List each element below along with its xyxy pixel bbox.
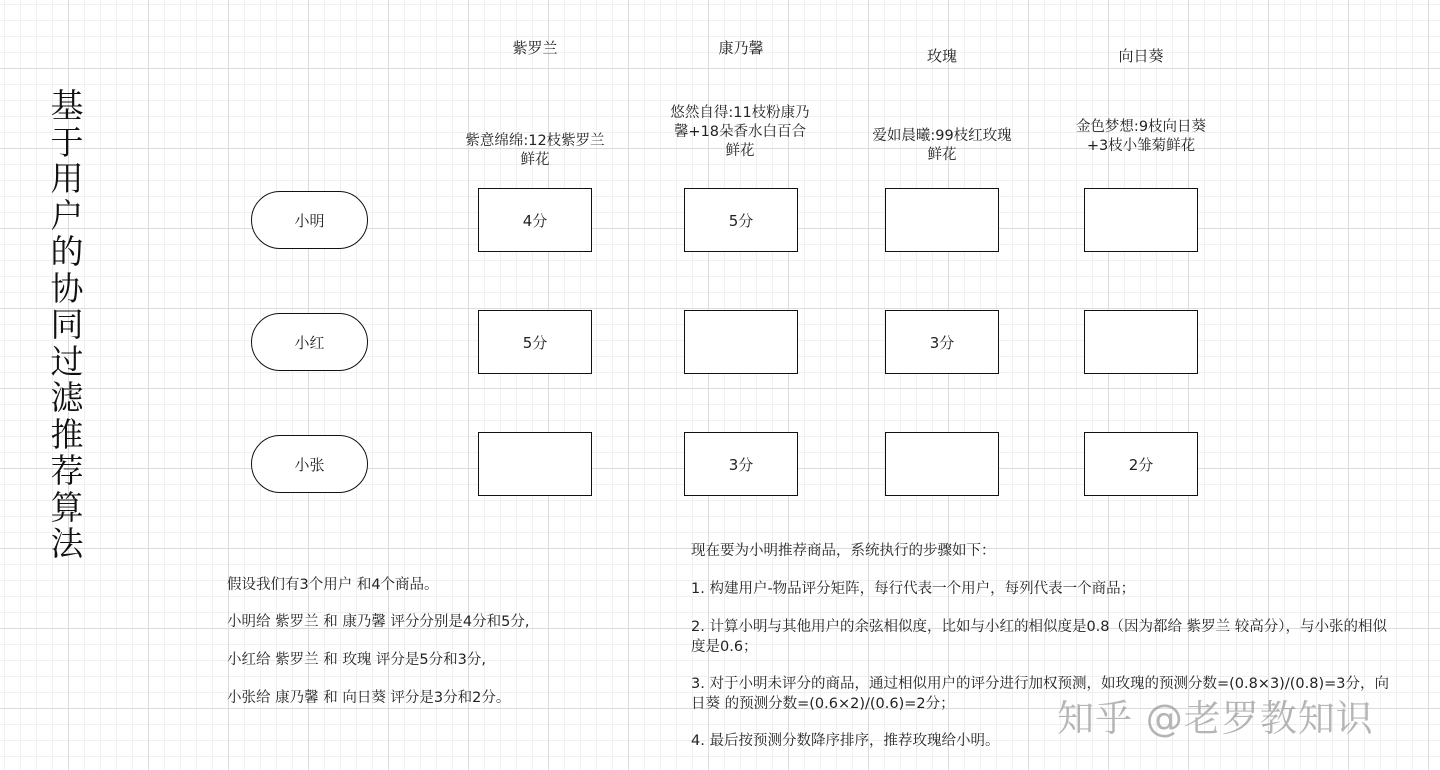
item-desc-rose: 爱如晨曦:99枝红玫瑰鲜花: [872, 128, 1012, 163]
item-desc-violet: 紫意绵绵:12枝紫罗兰鲜花: [465, 133, 605, 168]
note-xiaozhang: 小张给 康乃馨 和 向日葵 评分是3分和2分。: [227, 690, 511, 706]
note-assumption: 假设我们有3个用户 和4个商品。: [227, 577, 439, 593]
item-desc-sunflower: 金色梦想:9枝向日葵+3枝小雏菊鲜花: [1075, 119, 1207, 154]
steps-intro: 现在要为小明推荐商品，系统执行的步骤如下：: [691, 543, 996, 559]
item-header-violet: 紫罗兰: [512, 39, 558, 57]
rating-cell: 3分: [684, 432, 798, 496]
rating-cell: 4分: [478, 188, 592, 252]
page-title: 基于用户的协同过滤推荐算法: [50, 86, 84, 563]
step-1: 1. 构建用户-物品评分矩阵，每行代表一个用户，每列代表一个商品；: [691, 581, 1136, 597]
user-label: 小明: [294, 211, 325, 230]
rating-cell: [684, 310, 798, 374]
rating-cell: 3分: [885, 310, 999, 374]
note-xiaohong: 小红给 紫罗兰 和 玫瑰 评分是5分和3分,: [227, 652, 486, 668]
user-node-xiaohong: [251, 313, 368, 371]
rating-cell: [478, 432, 592, 496]
watermark: 知乎 @老罗教知识: [1057, 697, 1374, 740]
item-header-carnation: 康乃馨: [718, 39, 764, 57]
step-4: 4. 最后按预测分数降序排序，推荐玫瑰给小明。: [691, 733, 1000, 749]
item-desc-carnation: 悠然自得:11枝粉康乃馨+18朵香水白百合鲜花: [670, 105, 810, 159]
rating-cell: [1084, 188, 1198, 252]
step-2: 2. 计算小明与其他用户的余弦相似度，比如与小红的相似度是0.8（因为都给 紫罗兰 较高分），与小张的相似度是0.6；: [691, 619, 1387, 655]
user-label: 小张: [294, 455, 325, 474]
item-header-sunflower: 向日葵: [1118, 47, 1164, 65]
rating-cell: 5分: [684, 188, 798, 252]
rating-cell: 5分: [478, 310, 592, 374]
rating-cell: [885, 188, 999, 252]
rating-cell: [885, 432, 999, 496]
rating-cell: 2分: [1084, 432, 1198, 496]
user-node-xiaoming: [251, 191, 368, 249]
item-header-rose: 玫瑰: [926, 47, 957, 65]
user-node-xiaozhang: [251, 435, 368, 493]
user-label: 小红: [294, 333, 325, 352]
rating-cell: [1084, 310, 1198, 374]
step-3: 3. 对于小明未评分的商品，通过相似用户的评分进行加权预测，如玫瑰的预测分数=(0.8×3)/(0.8)=3分，向日葵 的预测分数=(0.6×2)/(0.6)=2分；: [691, 676, 1389, 712]
note-xiaoming: 小明给 紫罗兰 和 康乃馨 评分分别是4分和5分,: [227, 614, 530, 630]
